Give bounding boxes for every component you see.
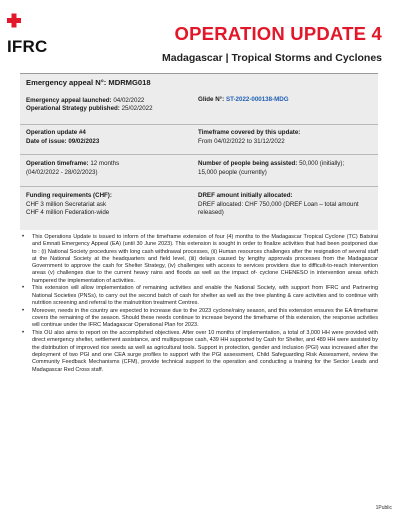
dref-label: DREF amount initially allocated: bbox=[198, 192, 293, 199]
issue-label: Date of issue: bbox=[26, 137, 67, 145]
dref-cell bbox=[198, 192, 373, 218]
info-row-update bbox=[20, 124, 378, 153]
bullet-icon: • bbox=[22, 285, 25, 292]
page-subtitle: Madagascar | Tropical Storms and Cyclones bbox=[161, 52, 382, 64]
info-row-appeal bbox=[20, 79, 378, 124]
list-item bbox=[22, 330, 378, 374]
glide-cell bbox=[198, 96, 373, 105]
update-number: Operation update #4 bbox=[26, 129, 86, 136]
page-footer bbox=[376, 505, 392, 511]
logo-text: IFRC bbox=[7, 37, 48, 56]
info-row-timeframe bbox=[20, 154, 378, 185]
bullet-icon: • bbox=[22, 234, 25, 240]
launched-value: 04/02/2022 bbox=[113, 96, 145, 104]
timeframe-covered-value: From 04/02/2022 to 31/12/2022 bbox=[198, 137, 285, 145]
red-cross-crescent-icon bbox=[7, 10, 49, 36]
summary-bullet-list bbox=[22, 234, 378, 374]
page-title: OPERATION UPDATE 4 bbox=[174, 23, 382, 44]
list-item bbox=[22, 234, 378, 285]
timeframe-covered-label: Timeframe covered by this update: bbox=[198, 129, 301, 136]
page-number: 1 bbox=[375, 505, 379, 511]
op-timeframe-dates: (04/02/2022 - 28/02/2023) bbox=[26, 168, 98, 176]
list-item bbox=[22, 285, 378, 307]
appeal-number: Emergency appeal N°: MDRMG018 bbox=[26, 78, 151, 87]
funding-label: Funding requirements (CHF): bbox=[26, 192, 112, 199]
list-item bbox=[22, 307, 378, 330]
people-label: Number of people being assisted: bbox=[198, 160, 298, 167]
bullet-icon: • bbox=[22, 330, 25, 337]
op-timeframe-label: Operation timeframe: bbox=[26, 160, 89, 167]
glide-label: Glide N°: bbox=[198, 96, 225, 103]
people-assisted-cell bbox=[198, 160, 373, 177]
update-cell bbox=[26, 129, 191, 146]
launched-label: Emergency appeal launched: bbox=[26, 96, 112, 104]
info-row-funding bbox=[20, 186, 378, 229]
people-value: 50,000 (initially); bbox=[299, 160, 345, 167]
funding-cell bbox=[26, 192, 191, 218]
people-value-current: 15,000 people (currently) bbox=[198, 168, 267, 176]
issue-value: 09/02/2023 bbox=[68, 137, 100, 145]
timeframe-covered-cell bbox=[198, 129, 373, 146]
bullet-icon: • bbox=[22, 307, 25, 314]
bullet-text: Moreover, needs in the country are expected to increase due to the 2023 cyclone/rainy season, and this extension ensures the EA timeframe covers the remaining of the season. Should these needs continue to increase beyond the timeframe of this extension, the response activities will continue under the IFRC Madagascar Operational Plan for 2023. bbox=[32, 307, 378, 329]
bullet-text: This OU also aims to report on the accomplished objectives. After over 10 months of implementation, a total of 3,000 HH were provided with direct emergency shelter, settlement assistance, and multipurpose cash, 439 HH supported by Cash for Shelter, and 489 HH were assisted by the distribution of improved rice seeds as well as agricultural tools. Support in protection, gender and inclusion (PGI) was increased after the deployment of two PGI and one CEA surge profiles to support with the PGI assessment, Child Safeguarding Risk Assessment, review the Community Feedback Mechanisms (CFM), provide technical support to the operation and conducting a training for the Sector Leads and Madagascar Red Cross staff. bbox=[32, 330, 378, 373]
page-classification: Public bbox=[378, 505, 392, 511]
strategy-value: 25/02/2022 bbox=[121, 105, 153, 113]
op-timeframe-cell bbox=[26, 160, 191, 177]
funding-federation: CHF 4 million Federation-wide bbox=[26, 209, 110, 217]
ifrc-logo bbox=[7, 10, 49, 54]
funding-secretariat: CHF 3 million Secretariat ask bbox=[26, 200, 107, 208]
appeal-cell bbox=[26, 79, 191, 114]
bullet-text: This Operations Update is issued to inform of the timeframe extension of four (4) months to the Madagascar Tropical Cyclone (TC) Batsirai and Emnati Emergency Appeal (EA) (until 30 June 2023). This extension is sought in order to finalize activities that had been postponed due to : (i) National Society procedures with long cash withdrawal processes, (ii) Human resources challenges after the resignation of several staff at the National Society at the headquarters and field level, (iii) delays caused by lengthy approvals processes from the Madagascar Government to approve the cash for Shelter Strategy, (iv) challenges with access to services providers due to difficult-to-reach intervention areas (v) challenges due to the current heavy rains and floods as well as the impact of- cyclone CHENESO in intervention areas which hampered the implementation of activities. bbox=[32, 234, 378, 284]
bullet-text: This extension will allow implementation of remaining activities and enable the National Society, with support from IFRC and Partnering National Societies (PNSs), to carry out the second batch of cash for shelter as well as the tree planting & care activities and to continue with nutrition screening and referral to the malnutrition treatment Centres. bbox=[32, 285, 378, 307]
info-summary-box bbox=[20, 73, 378, 230]
strategy-label: Operational Strategy published: bbox=[26, 105, 120, 113]
op-timeframe-value: 12 months bbox=[90, 160, 120, 167]
dref-value: DREF allocated: CHF 750,000 (DREF Loan – total amount released) bbox=[198, 200, 359, 217]
glide-link[interactable]: ST-2022-000138-MDG bbox=[225, 96, 289, 103]
